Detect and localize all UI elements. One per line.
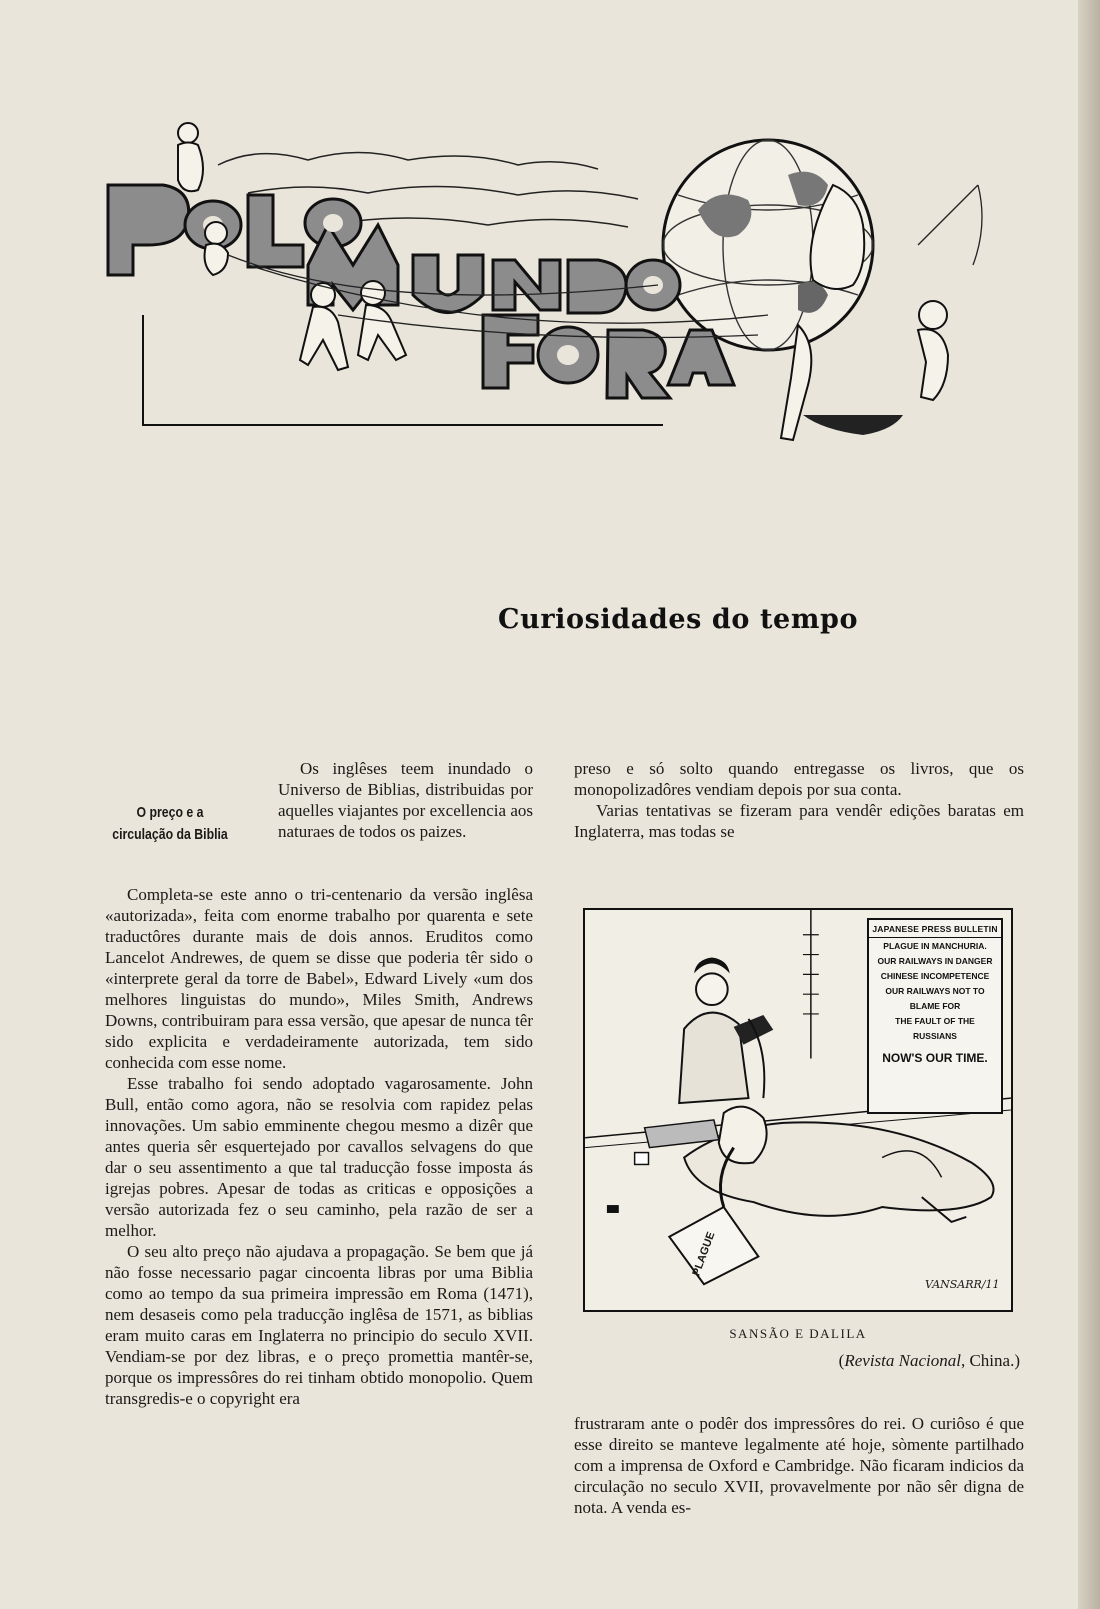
right-paragraph-2: Varias tentativas se fizeram para vendêr edições baratas em Inglaterra, mas todas se <box>574 801 1024 841</box>
intro-text: Os inglêses teem inundado o Universo de Biblias, distribuidas por aquelles viajantes por excellencia aos naturaes de todos os paizes. <box>278 759 533 841</box>
bulletin-title: JAPANESE PRESS BULLETIN <box>869 920 1001 938</box>
bulletin-line-1: PLAGUE IN MANCHURIA. <box>883 941 987 951</box>
left-column <box>105 884 533 1409</box>
artist-signature: VANSARR/11 <box>925 1278 1000 1291</box>
bulletin-closing: NOW'S OUR TIME. <box>882 1051 988 1065</box>
article-title: Curiosidades do tempo <box>498 604 859 635</box>
left-paragraph-1: Completa-se este anno o tri-centenario da versão inglêsa «autorizada», feita com enorme trabalho por quarenta e sete traductôres durante mais de dois annos. Eruditos como Lancelot Andrewes, de quem se disse que poderia têr sido o «interprete geral da torre de Babel», Edward Lively «um dos melhores linguistas do mundo», Miles Smith, Andrews Downs, contribuiram para essa versão, que apesar de nunca têr sido explicita e verdadeiramente autorizada, tem sido conhecida com esse nome. <box>105 885 533 1072</box>
right-paragraph-1: preso e só solto quando entregasse os livros, que os monopolizadôres vendiam depois por sua conta. <box>574 759 1024 799</box>
credit-source: Revista Nacional <box>844 1351 961 1370</box>
right-column-top <box>574 758 1024 842</box>
masthead-illustration <box>98 115 1018 455</box>
right-paragraph-3: frustraram ante o podêr dos impressôres do rei. O curiôso é que esse direito se manteve legalmente até hoje, sòmente partilhado com a imprensa de Oxford e Cambridge. Não ficaram indicios da circulação no seculo XVII, provavelmente por não sêr digna de nota. A venda es- <box>574 1414 1024 1517</box>
left-paragraph-3: O seu alto preço não ajudava a propagação. Se bem que já não fosse necessario pagar cincoenta libras por uma Biblia como ao tempo da sua primeira impressão em Roma (1471), nem desaseis como pela traducção inglêsa de 1571, as biblias eram muito caras em Inglaterra no principio do seculo XVII. Vendiam-se por dez libras, e o preço promettia mantêr-se, porque os impressôres do rei tinham obtido monopolio. Quem transgredis-e o copyright era <box>105 1242 533 1408</box>
plague-newspaper-label: PLAGUE <box>690 1230 718 1278</box>
bulletin-line-4: OUR RAILWAYS NOT TO <box>885 986 985 996</box>
left-paragraph-2: Esse trabalho foi sendo adoptado vagarosamente. John Bull, então como agora, não se resolvia com rapidez pelas innovações. Um sabio emminente chegou mesmo a dizêr que antes queria sêr esquertejado por cavallos selvagens do que dar o seu assentimento a que tal traducção fosse imposta ás igrejas pobres. Apesar de todas as criticas e opposições a versão autorizada fez o seu caminho, pela razão de ser a melhor. <box>105 1074 533 1240</box>
cartoon-credit: (Revista Nacional, China.) <box>838 1351 1020 1370</box>
page-edge <box>1078 0 1100 1609</box>
side-heading: O preço e a circulação da Biblia <box>112 804 228 843</box>
bulletin-line-7: RUSSIANS <box>913 1031 957 1041</box>
cartoon-illustration <box>583 908 1013 1312</box>
bulletin-line-5: BLAME FOR <box>909 1001 961 1011</box>
bulletin-line-6: THE FAULT OF THE <box>895 1016 975 1026</box>
masthead-artwork <box>98 115 1018 455</box>
bulletin-line-3: CHINESE INCOMPETENCE <box>880 971 990 981</box>
credit-place: , China.) <box>960 1351 1020 1370</box>
press-bulletin-poster <box>867 918 1003 1114</box>
cartoon-caption: SANSÃO E DALILA <box>729 1326 867 1341</box>
intro-paragraph <box>278 758 533 842</box>
bulletin-line-2: OUR RAILWAYS IN DANGER <box>877 956 993 966</box>
right-column-bottom <box>574 1413 1024 1518</box>
